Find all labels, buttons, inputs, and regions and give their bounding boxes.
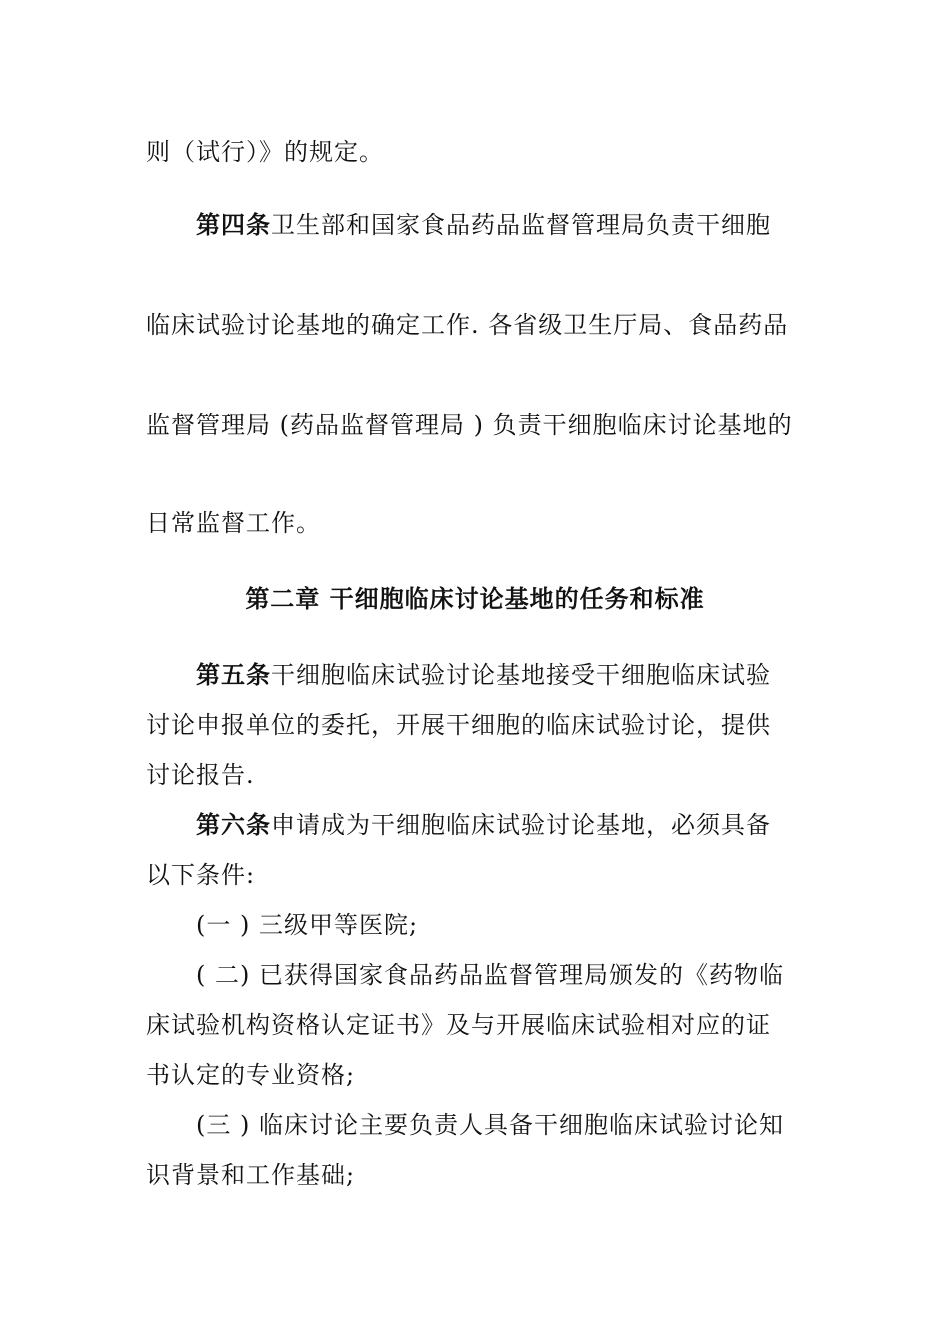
- article-label: 第四条: [196, 211, 271, 239]
- list-item: (三 ) 临床讨论主要负责人具备干细胞临床试验讨论知: [196, 1111, 784, 1139]
- text-line: 识背景和工作基础;: [146, 1161, 356, 1189]
- text-line: 临床试验讨论基地的确定工作. 各省级卫生厅局、食品药品: [146, 311, 789, 339]
- article-text: 干细胞临床试验讨论基地接受干细胞临床试验: [271, 661, 771, 689]
- text-line: 讨论报告.: [146, 761, 255, 789]
- text-line: 书认定的专业资格;: [146, 1061, 356, 1089]
- article-label: 第五条: [196, 661, 271, 689]
- article-4: [196, 210, 771, 240]
- list-item: (一 ) 三级甲等医院;: [196, 911, 419, 939]
- article-label: 第六条: [196, 811, 271, 839]
- article-text: 申请成为干细胞临床试验讨论基地，必须具备: [271, 811, 771, 839]
- text-line: 则（试行）》的规定。: [146, 138, 384, 166]
- article-6: [196, 810, 771, 840]
- text-line: 床试验机构资格认定证书》及与开展临床试验相对应的证: [146, 1011, 771, 1039]
- chapter-heading: 第二章 干细胞临床讨论基地的任务和标准: [245, 585, 705, 613]
- article-text: 卫生部和国家食品药品监督管理局负责干细胞: [271, 211, 771, 239]
- text-line: 日常监督工作。: [146, 509, 321, 537]
- article-5: [196, 660, 771, 690]
- text-line: 以下条件:: [146, 861, 256, 889]
- text-line: 监督管理局 (药品监督管理局 ) 负责干细胞临床讨论基地的: [146, 411, 793, 439]
- list-item: ( 二) 已获得国家食品药品监督管理局颁发的《药物临: [196, 961, 784, 989]
- text-line: 讨论申报单位的委托，开展干细胞的临床试验讨论，提供: [146, 711, 771, 739]
